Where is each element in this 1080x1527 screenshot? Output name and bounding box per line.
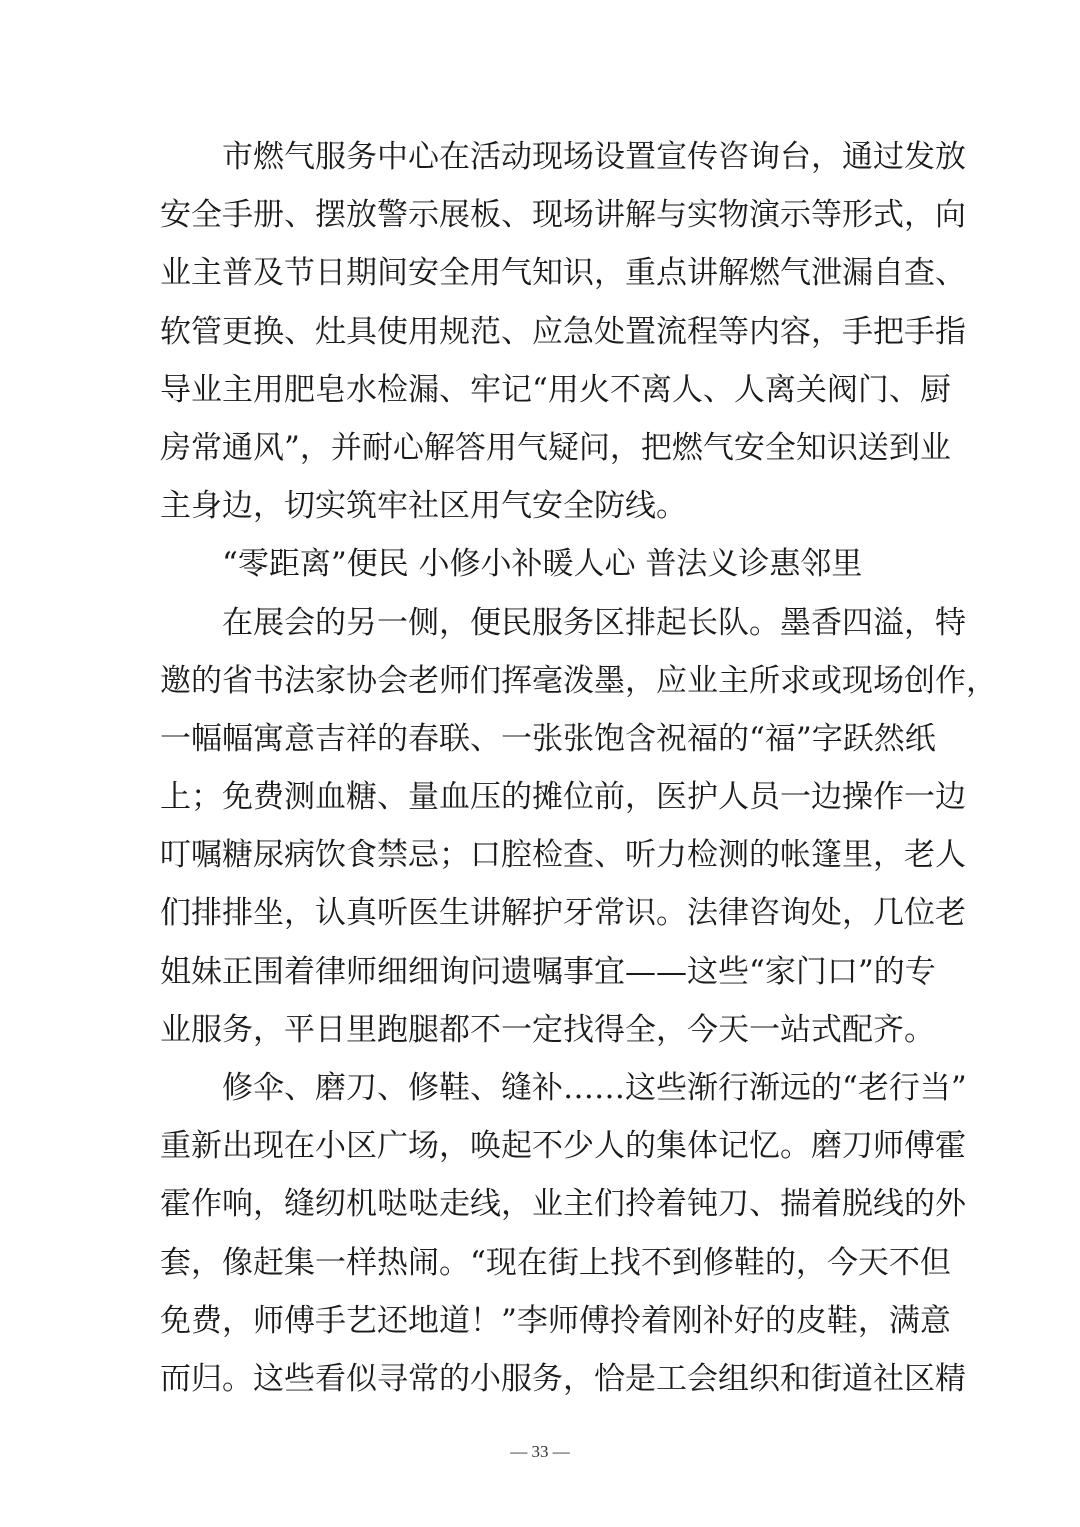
page-number: — 33 — bbox=[510, 1442, 570, 1461]
body-text bbox=[160, 128, 997, 1408]
text-line: 免费，师傅手艺还地道！”李师傅拎着刚补好的皮鞋，满意 bbox=[160, 1302, 951, 1339]
text-line: 邀的省书法家协会老师们挥毫泼墨，应业主所求或现场创作， bbox=[160, 662, 997, 699]
text-line: 们排排坐，认真听医生讲解护牙常识。法律咨询处，几位老 bbox=[160, 895, 966, 932]
text-line: 而归。这些看似寻常的小服务，恰是工会组织和街道社区精 bbox=[160, 1360, 966, 1397]
text-line: 导业主用肥皂水检漏、牢记“用火不离人、人离关阀门、厨 bbox=[160, 371, 951, 408]
text-line: 霍作响，缝纫机哒哒走线，业主们拎着钝刀、揣着脱线的外 bbox=[160, 1186, 966, 1223]
text-line: 在展会的另一侧，便民服务区排起长队。墨香四溢，特 bbox=[222, 604, 966, 641]
text-line: 修伞、磨刀、修鞋、缝补……这些渐行渐远的“老行当” bbox=[222, 1070, 967, 1106]
text-line: 业主普及节日期间安全用气知识，重点讲解燃气泄漏自查、 bbox=[160, 255, 966, 292]
section-heading: “零距离”便民 小修小补暖人心 普法义诊惠邻里 bbox=[222, 546, 863, 583]
text-line: 上；免费测血糖、量血压的摊位前，医护人员一边操作一边 bbox=[160, 779, 966, 816]
text-line: 姐妹正围着律师细细询问遗嘱事宜——这些“家门口”的专 bbox=[160, 953, 936, 990]
text-line: 房常通风”，并耐心解答用气疑问，把燃气安全知识送到业 bbox=[160, 429, 951, 466]
text-line: 主身边，切实筑牢社区用气安全防线。 bbox=[160, 488, 687, 525]
text-line: 一幅幅寓意吉祥的春联、一张张饱含祝福的“福”字跃然纸 bbox=[160, 720, 936, 757]
text-line: 叮嘱糖尿病饮食禁忌；口腔检查、听力检测的帐篷里，老人 bbox=[160, 837, 966, 874]
text-line: 重新出现在小区广场，唤起不少人的集体记忆。磨刀师傅霍 bbox=[160, 1128, 966, 1165]
text-line: 业服务，平日里跑腿都不一定找得全，今天一站式配齐。 bbox=[160, 1011, 935, 1048]
text-line: 软管更换、灶具使用规范、应急处置流程等内容，手把手指 bbox=[160, 313, 966, 350]
text-line: 套，像赶集一样热闹。“现在街上找不到修鞋的，今天不但 bbox=[160, 1244, 951, 1281]
text-line: 市燃气服务中心在活动现场设置宣传咨询台，通过发放 bbox=[222, 139, 966, 175]
text-line: 安全手册、摆放警示展板、现场讲解与实物演示等形式，向 bbox=[160, 197, 966, 234]
